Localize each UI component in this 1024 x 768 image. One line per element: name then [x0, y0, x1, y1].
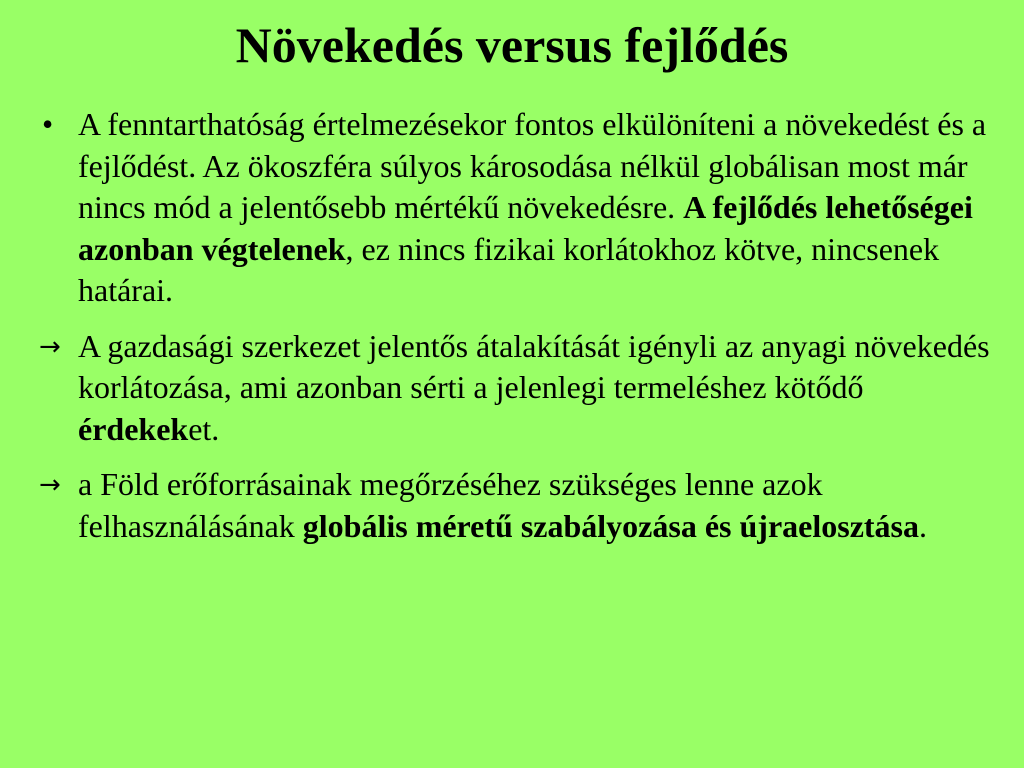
- slide-body: [40, 104, 990, 561]
- paragraph-text: A gazdasági szerkezet jelentős átalakítását igényli az anyagi növekedés korlátozása, ami azonban sérti a jelenlegi termeléshez kötődő: [78, 327, 990, 405]
- paragraph-text: A fenntarthatóság értelmezésekor fontos elkülöníteni a növekedést és a fejlődést. Az ökoszféra súlyos károsodása nélkül globálisan most már nincs mód a jelentősebb mértékű növekedésre.: [78, 106, 987, 225]
- arrow-paragraph-economic-structure: [40, 326, 990, 451]
- right-arrow-icon: →: [39, 331, 61, 362]
- paragraph-emphasis: érdekek: [78, 410, 189, 447]
- paragraph-emphasis: globális méretű szabályozása és újraelosztása: [302, 507, 919, 544]
- arrow-paragraph-earth-resources: [40, 464, 990, 547]
- bullet-paragraph-sustainability: [40, 104, 990, 312]
- paragraph-text: et.: [188, 410, 220, 447]
- paragraph-text: .: [919, 507, 927, 544]
- paragraph-text: a Föld erőforrásainak megőrzéséhez szükséges lenne azok felhasználásának: [78, 466, 823, 544]
- right-arrow-icon: →: [39, 470, 61, 500]
- slide-title: Növekedés versus fejlődés: [235, 17, 789, 73]
- paragraph-text: , ez nincs fizikai korlátokhoz kötve, nincsenek határai.: [78, 230, 940, 308]
- paragraph-emphasis: A fejlődés lehetőségei azonban végtelenek: [78, 189, 973, 267]
- bullet-icon: •: [42, 106, 54, 142]
